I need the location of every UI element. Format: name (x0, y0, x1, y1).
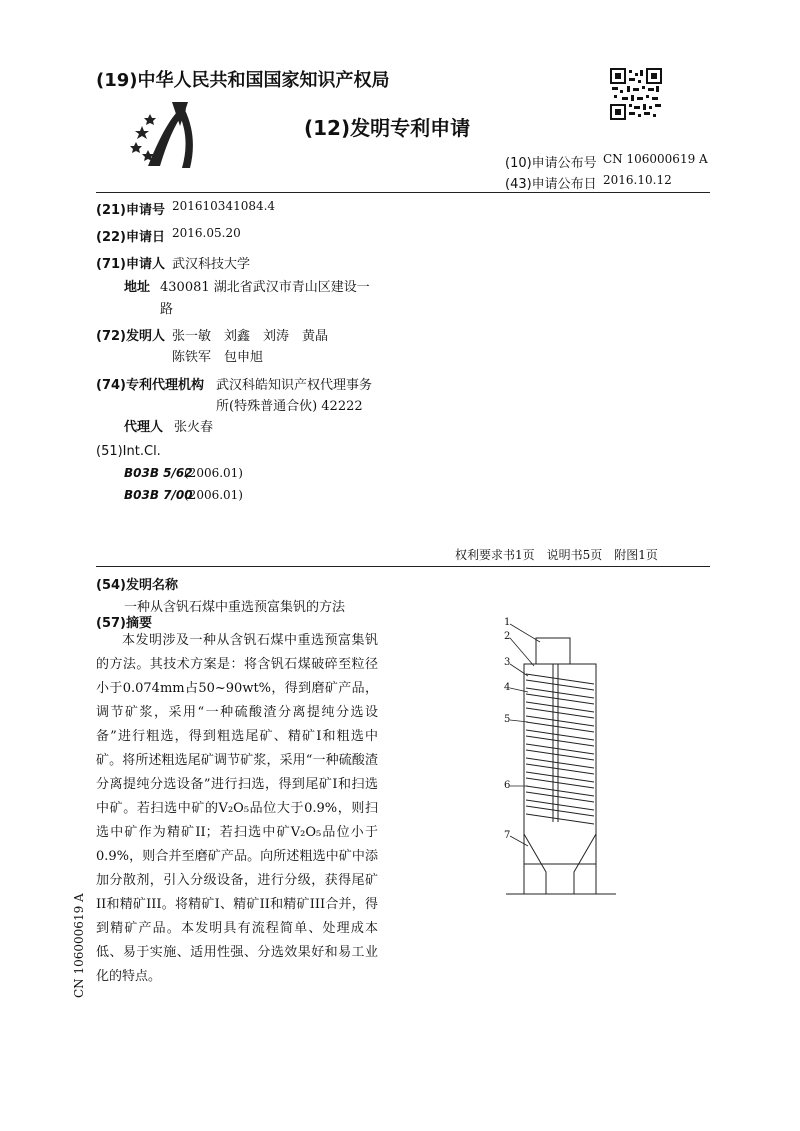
abstract-text: 本发明涉及一种从含钒石煤中重选预富集钒的方法。其技术方案是：将含钒石煤破碎至粒径小于0.074mm占50~90wt%，得到磨矿产品，调节矿浆，采用“一种硫酸渣分离提纯分选设备”进行粗选，得到粗选尾矿、精矿I和粗选中矿。将所述粗选尾矿调节矿浆，采用“一种硫酸渣分离提纯分选设备”进行扫选，得到尾矿I和扫选中矿。若扫选中矿的V₂O₅品位大于0.9%，则扫选中矿作为精矿II；若扫选中矿V₂O₅品位小于0.9%，则合并至磨矿产品。向所述粗选中矿中添加分散剂，引入分级设备，进行分级，获得尾矿II和精矿III。将精矿I、精矿II和精矿III合并，得到精矿产品。本发明具有流程简单、处理成本低、易于实施、适用性强、分选效果好和易工业化的特点。 (96, 633, 378, 984)
figure-label: 2 (504, 631, 511, 642)
agency-label: (74)专利代理机构 (96, 378, 204, 393)
section-divider (96, 566, 710, 567)
column-shell (524, 664, 596, 864)
inventors-line2: 陈铁军 包申旭 (172, 350, 264, 365)
spiral-turns (526, 674, 594, 824)
page-counts: 权利要求书1页 说明书5页 附图1页 (455, 548, 658, 562)
agent: 张火春 (174, 420, 214, 435)
title-label: (54)发明名称 (96, 578, 178, 593)
inventor-label: (72)发明人 (96, 329, 165, 344)
filing-date: 2016.05.20 (172, 226, 241, 240)
inventors-line1: 张一敏 刘鑫 刘涛 黄晶 (172, 329, 329, 344)
star-icon (144, 114, 156, 125)
feed-box (536, 638, 570, 664)
abstract-label: (57)摘要 (96, 616, 152, 631)
int-cl-label: (51)Int.Cl. (96, 444, 161, 459)
ipc-code-2: B03B 7/00 (124, 488, 193, 502)
application-number-label: (21)申请号 (96, 203, 165, 218)
address-line2: 路 (160, 302, 174, 317)
figure-label: 3 (504, 657, 511, 668)
address-label: 地址 (124, 280, 151, 295)
publication-number: CN 106000619 A (603, 152, 708, 166)
agency-line2: 所(特殊普通合伙) 42222 (216, 399, 363, 414)
separator-figure (496, 612, 624, 902)
invention-title: 一种从含钒石煤中重选预富集钒的方法 (124, 600, 346, 615)
logo-right-wing (180, 108, 193, 168)
header-divider (96, 192, 710, 193)
agency-line1: 武汉科皓知识产权代理事务 (216, 378, 373, 393)
authority-title: (19)中华人民共和国国家知识产权局 (96, 70, 390, 91)
filing-date-label: (22)申请日 (96, 230, 165, 245)
figure-label: 4 (504, 682, 511, 693)
publication-date: 2016.10.12 (603, 173, 672, 187)
ipc-version-1: (2006.01) (184, 466, 243, 480)
applicant: 武汉科技大学 (172, 257, 251, 272)
star-icon (135, 126, 149, 139)
address-line1: 430081 湖北省武汉市青山区建设一 (160, 280, 370, 295)
agent-label: 代理人 (124, 420, 164, 435)
figure-label: 1 (504, 617, 511, 628)
figure-label: 7 (504, 830, 511, 841)
side-publication-number: CN 106000619 A (72, 893, 86, 998)
figure-label: 5 (504, 714, 511, 725)
document-type: (12)发明专利申请 (304, 116, 471, 140)
qr-code-icon (610, 68, 662, 120)
publication-date-label: (43)申请公布日 (505, 177, 597, 192)
application-number: 201610341084.4 (172, 199, 276, 213)
ipc-code-1: B03B 5/62 (124, 466, 193, 480)
applicant-label: (71)申请人 (96, 257, 165, 272)
logo-left-wing (148, 106, 186, 166)
cnipa-logo (128, 96, 208, 174)
figure-label: 6 (504, 780, 511, 791)
publication-number-label: (10)申请公布号 (505, 156, 597, 171)
ipc-version-2: (2006.01) (184, 488, 243, 502)
star-icon (130, 142, 142, 153)
